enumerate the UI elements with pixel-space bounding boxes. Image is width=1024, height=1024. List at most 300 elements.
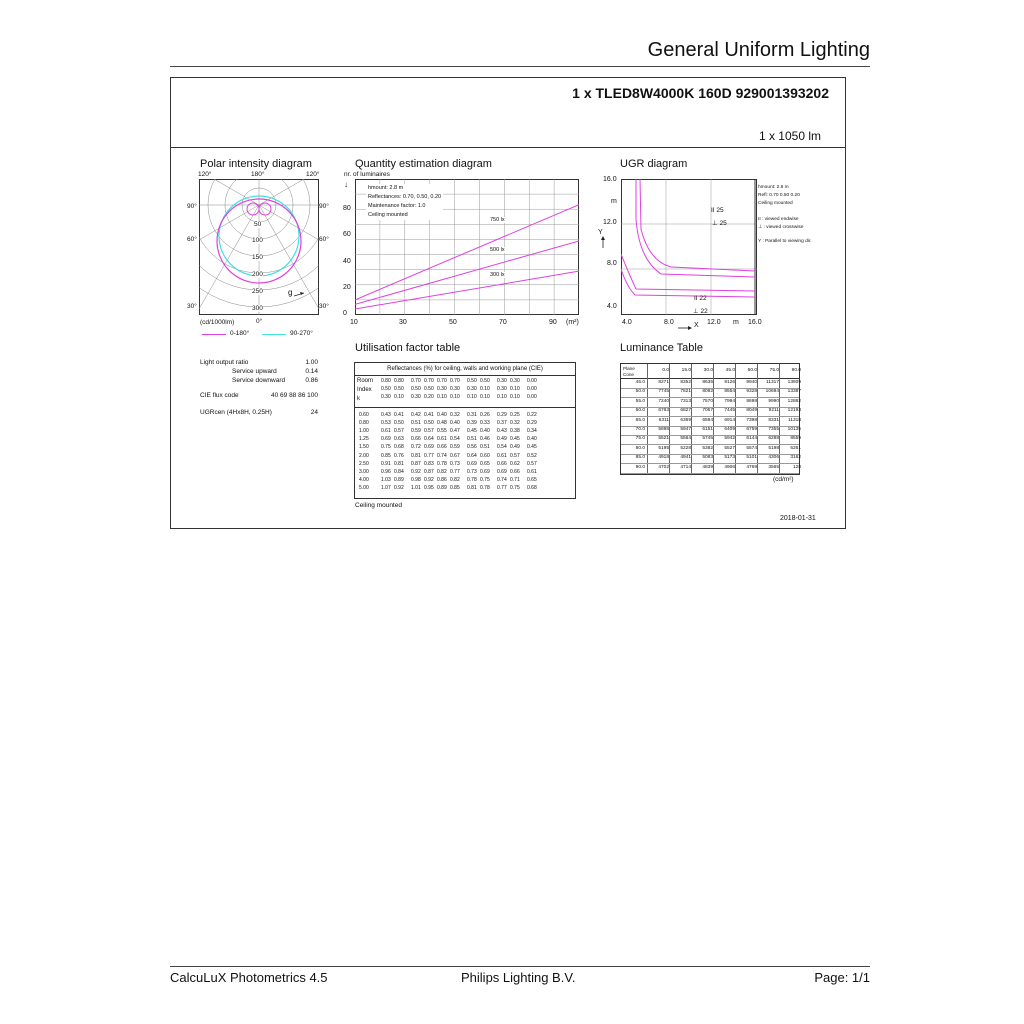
luminance-cell: 7570 [702,398,713,404]
polar-ring-label: 250 [252,288,263,295]
uf-title: Utilisation factor table [355,342,461,354]
uf-cell: 0.51 [480,444,490,451]
uf-reflectance-cell: 0.30 [450,386,460,392]
frame-divider [170,147,846,148]
property-value: 40 69 88 86 100 [271,392,318,399]
uf-cell: 0.68 [527,484,537,491]
uf-cell: 0.54 [450,436,460,443]
polar-ring-label: 150 [252,254,263,261]
luminance-cell: 4714 [680,464,691,470]
issue-date: 2018-01-31 [780,515,816,522]
y-arrow-icon [599,236,607,248]
uf-cell: 0.31 [467,412,477,418]
luminance-cell: 4918 [658,455,669,461]
uf-cell: 0.50 [394,420,404,427]
uf-cell: 0.61 [527,468,537,475]
uf-cell: 0.67 [450,452,460,459]
uf-cell: 1.01 [411,484,421,491]
uf-reflectance-cell: 0.10 [497,394,507,400]
uf-reflectance-cell: 0.80 [394,378,404,384]
luminance-cell: 8554 [724,389,735,395]
uf-cell: 0.37 [497,420,507,427]
luminance-row-header: 50.0 [635,389,645,395]
series-label-500: 500 lx [490,247,505,253]
luminance-cell: 8271 [658,380,669,385]
y-tick-label: 12.0 [603,219,617,226]
uf-cell: 0.45 [467,428,477,435]
luminance-cell: 7745 [658,389,669,395]
note-line: Refl: 0.70 0.50 0.20 [758,193,800,198]
uf-reflectance-cell: 0.00 [527,386,537,392]
polar-ring-label: 300 [252,305,263,312]
uf-room-index: 1.50 [359,444,369,451]
luminance-cell: 7445 [724,408,735,414]
uf-cell: 0.86 [437,476,447,483]
uf-reflectance-cell: 0.70 [437,378,447,384]
luminance-row-header: 75.0 [635,436,645,442]
luminance-cell: 6311 [658,417,669,423]
luminance-cell: 6827 [680,408,691,414]
header-divider [170,66,870,67]
luminaire-flux: 1 x 1050 lm [758,129,821,143]
uf-room-index: 4.00 [359,476,369,483]
uf-cell: 0.66 [437,444,447,451]
luminance-cell: 5101 [746,455,757,461]
series-label-750: 750 lx [490,217,505,223]
uf-cell: 0.34 [527,428,537,435]
note-line: Reflectances: 0.70, 0.50, 0.20 [368,194,442,200]
luminance-cell: 8559 [790,436,801,442]
uf-cell: 0.57 [424,428,434,435]
y-tick-label: 16.0 [603,176,617,183]
uf-cell: 0.96 [381,468,391,475]
luminance-cell: 3565 [768,464,779,470]
uf-cell: 0.92 [394,484,404,491]
uf-cell: 0.22 [527,412,537,418]
corner-label: Plane [623,366,635,371]
uf-cell: 0.91 [381,460,391,467]
luminance-cell: 8352 [680,380,691,385]
luminance-cell: 5947 [680,427,691,432]
uf-cell: 0.75 [381,444,391,451]
luminance-cell: 5228 [680,445,691,451]
document-title: General Uniform Lighting [647,39,870,61]
uf-cell: 0.61 [437,436,447,443]
uf-reflectance-cell: 0.30 [381,394,391,400]
luminance-cell: 10135 [787,427,801,432]
series-label-300: 300 lx [490,272,505,278]
luminance-row-header: 85.0 [635,455,645,461]
luminance-cell: 8698 [746,398,757,404]
luminaire-name: 1 x TLED8W4000K 160D 929001393202 [572,85,829,101]
luminance-cell: 7994 [724,398,735,404]
note-line: hmount: 2.8 m [758,185,789,190]
luminance-col-header: 30.0 [703,368,713,373]
luminance-cell: 4941 [680,455,691,461]
note-line: Ceiling mounted [758,201,793,206]
uf-cell: 0.49 [510,444,520,451]
uf-reflectance-cell: 0.10 [467,394,477,400]
luminance-cell: 4769 [746,464,757,470]
uf-cell: 0.78 [437,460,447,467]
luminance-cell: 6261 [790,445,801,451]
luminance-cell: 7821 [680,389,691,395]
uf-reflectance-cell: 0.10 [480,386,490,392]
uf-cell: 0.51 [411,420,421,427]
quantity-ylabel: nr. of luminaires [344,171,390,178]
uf-cell: 0.50 [424,420,434,427]
ugr-label: II 25 [711,207,724,214]
uf-cell: 0.69 [497,468,507,475]
uf-room-index: 1.00 [359,428,369,435]
uf-cell: 0.98 [411,476,421,483]
polar-ring-label: 200 [252,271,263,278]
luminance-cell: 6914 [724,417,735,423]
luminance-cell: 5521 [658,436,669,442]
luminance-cell: 7355 [768,427,779,432]
luminance-table [620,363,800,475]
luminance-cell: 13387 [787,389,801,395]
uf-cell: 0.82 [437,468,447,475]
room-label-line: k [357,396,360,402]
footer-software: CalcuLuX Photometrics 4.5 [170,970,328,985]
uf-cell: 0.78 [480,484,490,491]
uf-cell: 0.75 [510,484,520,491]
uf-cell: 0.81 [467,484,477,491]
uf-reflectance-cell: 0.10 [437,394,447,400]
uf-reflectance-cell: 0.50 [394,386,404,392]
uf-cell: 0.54 [497,444,507,451]
footer-company: Philips Lighting B.V. [461,970,576,985]
luminance-row-header: 45.0 [635,380,645,385]
luminance-cell: 9126 [724,380,735,385]
x-unit: (m²) [566,319,579,326]
property-row [200,409,318,418]
uf-cell: 0.55 [437,428,447,435]
luminance-cell: 7313 [680,398,691,404]
uf-reflectance-cell: 0.30 [437,386,447,392]
property-row [200,377,318,386]
uf-cell: 0.69 [480,468,490,475]
uf-cell: 0.60 [480,452,490,459]
legend-label: 0-180° [230,330,250,337]
x-tick-label: 70 [499,319,507,326]
uf-room-index: 0.80 [359,420,369,427]
uf-cell: 0.64 [424,436,434,443]
uf-cell: 0.87 [411,460,421,467]
property-value: 1.00 [305,359,318,366]
uf-reflectance-cell: 0.80 [381,378,391,384]
uf-cell: 0.32 [510,420,520,427]
uf-cell: 0.45 [527,444,537,451]
polar-unit: (cd/1000lm) [200,319,235,326]
polar-angle-label: 60° [187,236,197,243]
ugr-title: UGR diagram [620,158,688,170]
luminance-row-header: 70.0 [635,427,645,432]
uf-cell: 0.41 [424,412,434,418]
polar-ring-label: 100 [252,237,263,244]
uf-cell: 0.51 [467,436,477,443]
uf-cell: 0.42 [411,412,421,418]
luminance-cell: 4306 [768,455,779,461]
uf-cell: 0.59 [411,428,421,435]
uf-cell: 0.81 [394,460,404,467]
uf-header-divider [355,375,575,376]
luminance-cell: 7240 [658,398,669,404]
luminance-cell: 5745 [702,436,713,442]
luminance-cell: 9211 [768,408,779,414]
room-label-line: Room [357,378,374,384]
series-line-1 [355,241,579,304]
uf-cell: 0.77 [450,468,460,475]
luminance-col-header: 90.0 [791,368,801,373]
uf-cell: 0.61 [381,428,391,435]
uf-cell: 0.62 [510,460,520,467]
uf-cell: 0.73 [450,460,460,467]
uf-cell: 0.81 [411,452,421,459]
uf-cell: 0.89 [437,484,447,491]
uf-cell: 0.68 [394,444,404,451]
luminance-cell: 6759 [746,427,757,432]
luminance-cell: 9990 [768,398,779,404]
luminance-corner [623,366,635,378]
x-unit: m [733,319,739,326]
polar-angle-label: 30° [319,303,329,310]
luminance-title: Luminance Table [620,342,703,354]
legend-swatch-90-270 [262,334,286,335]
uf-cell: 0.78 [467,476,477,483]
luminance-cell: 4906 [724,464,735,470]
uf-room-index: 5.00 [359,484,369,491]
luminance-row-header: 80.0 [635,445,645,451]
luminance-cell: 6594 [702,417,713,423]
luminance-cell: 6409 [724,427,735,432]
uf-cell: 0.61 [497,452,507,459]
uf-cell: 0.33 [480,420,490,427]
uf-cell: 0.77 [424,452,434,459]
y-tick-label: 4.0 [607,303,617,310]
y-tick-label: 60 [343,231,351,238]
uf-cell: 0.74 [497,476,507,483]
down-arrow-icon: ↓ [344,180,348,189]
luminance-cell: 6369 [680,417,691,423]
uf-reflectance-cell: 0.50 [381,386,391,392]
uf-room-index: 2.50 [359,460,369,467]
luminance-cell: 4839 [702,464,713,470]
uf-cell: 0.57 [394,428,404,435]
uf-cell: 0.41 [394,412,404,418]
x-axis-symbol: X [694,322,699,329]
luminance-cell: 8635 [702,380,713,385]
uf-cell: 0.74 [437,452,447,459]
x-tick-label: 8.0 [664,319,674,326]
y-tick-label: 0 [343,310,347,317]
uf-reflectance-cell: 0.50 [411,386,421,392]
uf-cell: 0.40 [480,428,490,435]
uf-reflectance-cell: 0.70 [424,378,434,384]
luminance-cell: 5942 [724,436,735,442]
luminance-cell: 5083 [702,455,713,461]
uf-cell: 0.82 [450,476,460,483]
uf-cell: 0.38 [510,428,520,435]
uf-cell: 1.07 [381,484,391,491]
legend-swatch-0-180 [202,334,226,335]
uf-cell: 0.95 [424,484,434,491]
uf-cell: 0.49 [497,436,507,443]
uf-cell: 0.26 [480,412,490,418]
polar-angle-label: 120° [198,171,212,178]
ugr-plot [621,179,757,315]
series-line-2 [355,271,579,309]
y-tick-label: 80 [343,205,351,212]
luminance-col-header: 75.0 [769,368,779,373]
uf-reflectance-cell: 0.50 [467,378,477,384]
uf-reflectance-cell: 0.70 [411,378,421,384]
uf-cell: 0.64 [467,452,477,459]
uf-reflectance-cell: 0.30 [411,394,421,400]
luminance-row-header: 65.0 [635,417,645,423]
luminance-col-header: 45.0 [725,368,735,373]
uf-room-index: 2.00 [359,452,369,459]
uf-reflectance-cell: 0.70 [450,378,460,384]
polar-angle-label: 30° [187,303,197,310]
uf-cell: 0.57 [527,460,537,467]
luminance-cell: 6288 [768,436,779,442]
luminance-cell: 9940 [746,380,757,385]
uf-cell: 0.69 [467,460,477,467]
property-label: UGRcen (4Hx8H, 0.25H) [200,409,272,416]
uf-room-label [357,377,373,404]
x-tick-label: 4.0 [622,319,632,326]
property-value: 24 [310,409,318,416]
luminance-cell: 13809 [787,380,801,385]
uf-reflectance-cell: 0.50 [424,386,434,392]
uf-cell: 0.65 [527,476,537,483]
luminance-cell: 6151 [702,427,713,432]
uf-cell: 0.83 [424,460,434,467]
ugr-label: ⊥ 25 [712,220,727,227]
uf-reflectance-cell: 0.20 [424,394,434,400]
x-tick-label: 50 [449,319,457,326]
luminance-cell: 9328 [746,389,757,395]
uf-cell: 0.75 [480,476,490,483]
luminance-cell: 12862 [787,398,801,404]
y-tick-label: 40 [343,258,351,265]
luminance-cell: 5898 [658,427,669,432]
uf-cell: 0.71 [510,476,520,483]
luminance-cell: 5527 [724,445,735,451]
uf-room-index: 1.25 [359,436,369,443]
property-value: 0.14 [305,368,318,375]
uf-cell: 0.63 [394,436,404,443]
uf-cell: 0.46 [480,436,490,443]
uf-cell: 1.03 [381,476,391,483]
uf-cell: 0.92 [411,468,421,475]
uf-footnote: Ceiling mounted [355,502,402,509]
luminance-cell: 6144 [746,436,757,442]
luminance-cell: 11318 [788,417,801,423]
luminance-unit: (cd/m²) [773,476,794,483]
ugr-label: ⊥ 22 [693,308,708,315]
uf-cell: 0.29 [527,420,537,427]
polar-ring-label: 50 [254,221,262,228]
uf-cell: 0.92 [424,476,434,483]
room-label-line: Index [357,387,372,393]
uf-reflectance-cell: 0.30 [497,378,507,384]
uf-cell: 0.85 [450,484,460,491]
ugr-label: II 22 [694,295,707,302]
luminance-cell: 8049 [746,408,757,414]
uf-cell: 0.59 [450,444,460,451]
uf-cell: 0.87 [424,468,434,475]
luminance-cell: 7398 [746,417,757,423]
uf-cell: 0.40 [437,412,447,418]
note-line: hmount: 2.8 m [368,185,404,191]
uf-cell: 0.32 [450,412,460,418]
uf-reflectance-cell: 0.50 [480,378,490,384]
property-label: CIE flux code [200,392,239,399]
polar-angle-label: 90° [319,203,329,210]
luminance-col-header: 0.0 [662,368,669,373]
luminance-cell: 5173 [724,455,735,461]
quantity-notes [366,184,443,220]
luminance-cell: 5564 [680,436,691,442]
luminance-row-header: 55.0 [635,398,645,404]
polar-angle-label: 90° [187,203,197,210]
x-tick-label: 30 [399,319,407,326]
luminance-cell: 11317 [766,380,779,385]
luminance-row-header: 60.0 [635,408,645,414]
uf-cell: 0.53 [381,420,391,427]
x-tick-label: 10 [350,319,358,326]
uf-cell: 0.77 [497,484,507,491]
polar-angle-label: 180° [251,171,265,178]
polar-title: Polar intensity diagram [200,158,312,170]
luminance-cell: 5382 [702,445,713,451]
property-label: Service upward [232,368,277,375]
uf-body-divider [355,407,575,408]
uf-cell: 0.43 [381,412,391,418]
x-tick-label: 16.0 [748,319,762,326]
y-axis-symbol: Y [598,229,603,236]
uf-header: Reflectances (%) for ceiling, walls and working plane (CIE) [387,366,543,372]
uf-cell: 0.47 [450,428,460,435]
uf-cell: 0.69 [381,436,391,443]
property-row [200,359,318,368]
uf-reflectance-cell: 0.10 [480,394,490,400]
uf-cell: 0.25 [510,412,520,418]
uf-cell: 0.40 [527,436,537,443]
property-label: Service downward [232,377,286,384]
note-line: Ceiling mounted [368,212,408,218]
uf-cell: 0.66 [510,468,520,475]
uf-cell: 0.85 [381,452,391,459]
footer-page: Page: 1/1 [814,970,870,985]
uf-cell: 0.66 [411,436,421,443]
photometric-properties [200,359,318,418]
uf-cell: 0.65 [480,460,490,467]
luminance-row-header: 90.0 [635,464,645,470]
uf-cell: 0.89 [394,476,404,483]
uf-cell: 0.84 [394,468,404,475]
uf-reflectance-cell: 0.10 [394,394,404,400]
luminance-cell: 10694 [765,389,779,395]
luminance-cell: 5195 [658,445,669,451]
x-tick-label: 90 [549,319,557,326]
uf-cell: 0.45 [510,436,520,443]
luminance-col-header: 15.0 [681,368,691,373]
uf-cell: 0.29 [497,412,507,418]
